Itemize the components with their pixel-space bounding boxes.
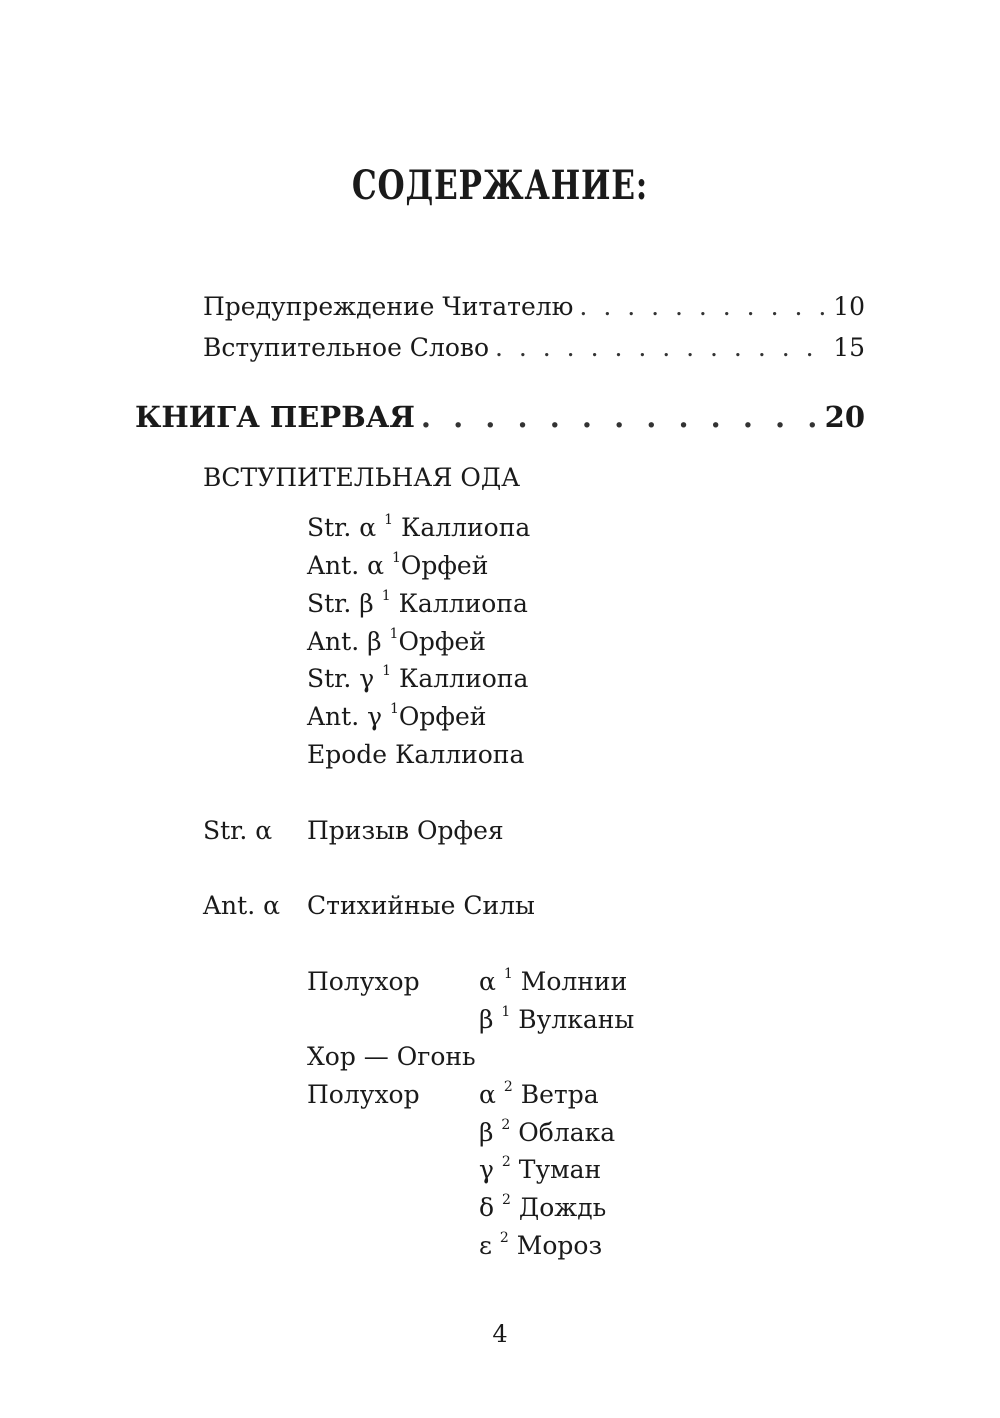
chorus-name: Облака <box>518 1118 616 1147</box>
page-title: СОДЕРЖАНИЕ: <box>351 162 649 209</box>
section-title: Призыв Орфея <box>307 816 504 845</box>
chorus-sup: 2 <box>501 1154 511 1170</box>
chorus-greek: β <box>479 1118 494 1147</box>
section-title: Стихийные Силы <box>307 891 535 920</box>
chorus-greek: β <box>479 1005 494 1034</box>
toc-entry-page: 15 <box>833 333 865 362</box>
ode-line <box>307 589 528 618</box>
chorus-sup: 2 <box>502 1192 511 1208</box>
ode-line-name: Орфей <box>398 702 487 731</box>
chorus-greek: γ <box>479 1155 494 1184</box>
section-label: Str. α <box>203 816 273 845</box>
chorus-sup: 2 <box>503 1079 513 1095</box>
toc-leader <box>421 400 817 434</box>
chorus-item <box>479 1118 615 1147</box>
semichorus-label: Полухор <box>307 1080 420 1109</box>
toc-entry-page: 10 <box>833 292 865 321</box>
chorus-greek: δ <box>479 1193 495 1222</box>
ode-line <box>307 740 524 769</box>
section-label: Ant. α <box>203 891 280 920</box>
ode-line-prefix: Ant. γ <box>307 702 383 731</box>
toc-entry[interactable] <box>203 333 865 362</box>
chorus-greek: ε <box>479 1231 492 1260</box>
chorus-sup: 2 <box>499 1230 509 1246</box>
toc-leader <box>579 292 825 321</box>
ode-line <box>307 664 528 693</box>
ode-line-prefix: Ant. β <box>307 627 382 656</box>
ode-line-prefix: Epode <box>307 740 388 769</box>
ode-line-sup: 1 <box>381 588 391 604</box>
ode-line-sup: 1 <box>384 512 394 528</box>
ode-line-prefix: Ant. α <box>307 551 384 580</box>
chorus-sup: 2 <box>501 1117 511 1133</box>
full-chorus: Хор — Огонь <box>307 1042 476 1071</box>
ode-line <box>307 551 488 580</box>
chorus-name: Ветра <box>520 1080 599 1109</box>
chorus-item <box>479 1155 601 1184</box>
page-number: 4 <box>492 1320 508 1348</box>
toc-leader <box>495 333 825 362</box>
chorus-item <box>479 1005 634 1034</box>
ode-line-prefix: Str. α <box>307 513 377 542</box>
chorus-greek: α <box>479 1080 496 1109</box>
chorus-item <box>479 1193 606 1222</box>
ode-line-prefix: Str. β <box>307 589 374 618</box>
ode-heading: ВСТУПИТЕЛЬНАЯ ОДА <box>203 463 521 492</box>
ode-line-sup: 1 <box>389 626 399 642</box>
ode-line-name: Каллиопа <box>395 740 525 769</box>
semichorus-label: Полухор <box>307 967 420 996</box>
ode-line <box>307 627 486 656</box>
toc-book-entry[interactable] <box>135 400 865 434</box>
ode-line-sup: 1 <box>390 701 399 717</box>
ode-line-name: Каллиопа <box>400 513 531 542</box>
ode-line-prefix: Str. γ <box>307 664 375 693</box>
chorus-name: Вулканы <box>518 1005 635 1034</box>
ode-line <box>307 702 486 731</box>
ode-line-name: Орфей <box>398 627 486 656</box>
toc-entry-label: Предупреждение Читателю <box>203 292 574 321</box>
book-page: 20 <box>824 400 865 434</box>
chorus-name: Туман <box>518 1155 602 1184</box>
book-label: КНИГА ПЕРВАЯ <box>135 400 415 434</box>
ode-line-name: Каллиопа <box>399 664 529 693</box>
ode-line-sup: 1 <box>391 550 401 566</box>
chorus-greek: α <box>479 967 496 996</box>
chorus-sup: 1 <box>503 966 513 982</box>
chorus-item <box>479 1231 602 1260</box>
toc-entry-label: Вступительное Слово <box>203 333 489 362</box>
ode-line-name: Орфей <box>400 551 489 580</box>
chorus-sup: 1 <box>501 1004 511 1020</box>
chorus-name: Мороз <box>516 1231 603 1260</box>
chorus-name: Молнии <box>520 967 628 996</box>
ode-line-sup: 1 <box>382 663 392 679</box>
chorus-item <box>479 1080 599 1109</box>
toc-entry[interactable] <box>203 292 865 321</box>
ode-line <box>307 513 530 542</box>
ode-line-name: Каллиопа <box>398 589 528 618</box>
chorus-name: Дождь <box>518 1193 607 1222</box>
chorus-item <box>479 967 627 996</box>
